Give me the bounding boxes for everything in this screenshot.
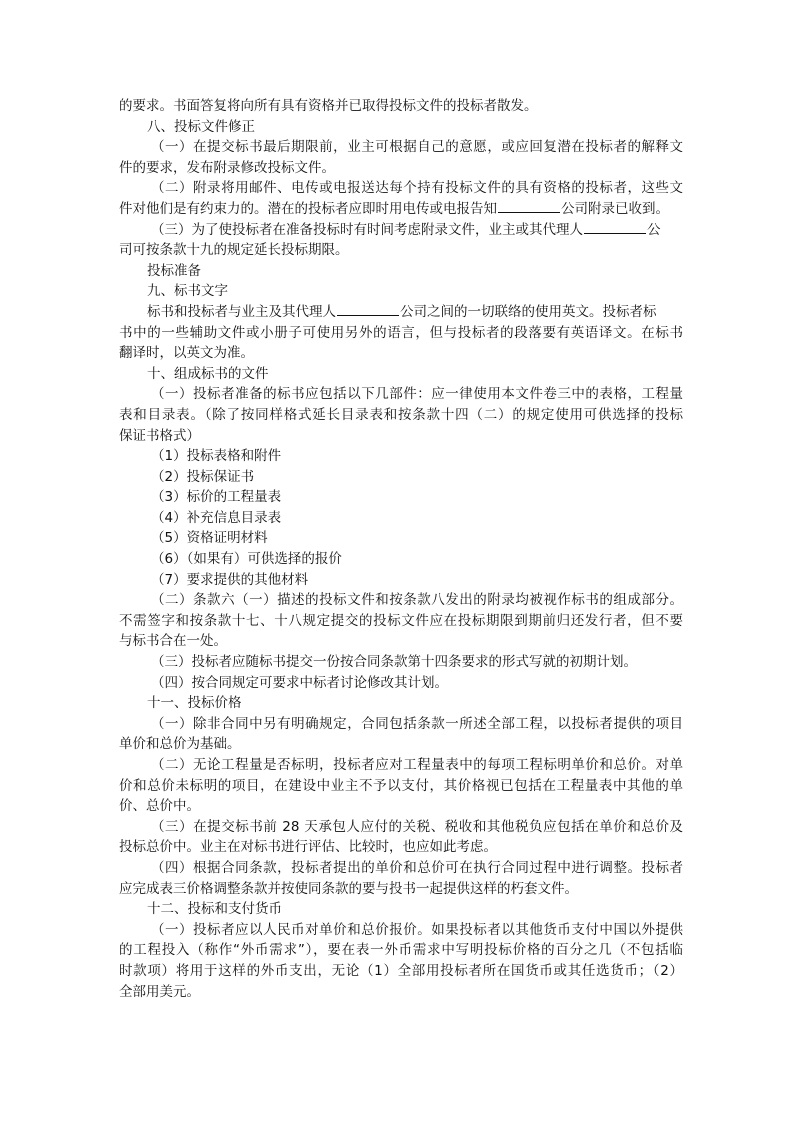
paragraph-line: 司可按条款十九的规定延长投标期限。 xyxy=(119,242,349,259)
paragraph-line: 全部用美元。 xyxy=(119,983,200,1000)
paragraph-line: （三）在提交标书前 28 天承包人应付的关税、税收和其他税负应包括在单价和总价及 xyxy=(151,818,683,835)
paragraph-line: （二）附录将用邮件、电传或电报送达每个持有投标文件的具有资格的投标者，这些文 xyxy=(151,180,683,197)
text-span: （三）为了使投标者在准备投标时有时间考虑附录文件，业主或其代理人 xyxy=(151,221,583,238)
paragraph-line xyxy=(119,220,683,241)
paragraph-line: （一）在提交标书最后期限前，业主可根据自己的意愿，或应回复潜在投标者的解释文 xyxy=(151,139,683,156)
list-item: （7）要求提供的其他材料 xyxy=(151,571,309,588)
list-item: （3）标价的工程量表 xyxy=(151,489,282,506)
text-span: 标书和投标者与业主及其代理人 xyxy=(147,303,336,320)
section-heading-12: 十二、投标和支付货币 xyxy=(147,901,282,918)
paragraph-line: （二）条款六（一）描述的投标文件和按条款八发出的附录均被视作标书的组成部分。 xyxy=(151,592,683,609)
paragraph-line: 单价和总价为基础。 xyxy=(119,736,241,753)
paragraph-line: 件的要求，发布附录修改投标文件。 xyxy=(119,159,335,176)
paragraph-line: 书中的一些辅助文件或小册子可使用另外的语言，但与投标者的段落要有英语译文。在标书 xyxy=(119,324,683,341)
text-span: 公司附录已收到。 xyxy=(561,200,669,217)
paragraph-line: 保证书格式） xyxy=(119,427,200,444)
text-span: 件对他们是有约束力的。潜在的投标者应即时用电传或电报告知 xyxy=(119,200,497,217)
paragraph-line xyxy=(119,199,683,220)
section-title-prep: 投标准备 xyxy=(147,262,201,279)
fill-in-blank xyxy=(498,200,560,213)
section-heading-11: 十一、投标价格 xyxy=(147,695,242,712)
paragraph-line: 的要求。书面答复将向所有具有资格并已取得投标文件的投标者散发。 xyxy=(119,98,538,114)
paragraph-line: （一）投标者应以人民币对单价和总价报价。如果投标者以其他货币支付中国以外提供 xyxy=(151,921,683,938)
text-span: 公 xyxy=(647,221,661,238)
paragraph-line: （一）投标者准备的标书应包括以下几部件：应一律使用本文件卷三中的表格，工程量 xyxy=(151,386,683,403)
list-item: （6）（如果有）可供选择的报价 xyxy=(151,551,342,568)
paragraph-line: （三）投标者应随标书提交一份按合同条款第十四条要求的形式写就的初期计划。 xyxy=(151,654,637,671)
paragraph-line: （一）除非合同中另有明确规定，合同包括条款一所述全部工程，以投标者提供的项目 xyxy=(151,715,683,732)
paragraph-line: 价、总价中。 xyxy=(119,798,200,815)
paragraph-line: 表和目录表。（除了按同样格式延长目录表和按条款十四（二）的规定使用可供选择的投标 xyxy=(119,406,683,423)
paragraph-line: 不需签字和按条款十七、十八规定提交的投标文件应在投标期限到期前归还发行者，但不要 xyxy=(119,612,683,629)
paragraph-line xyxy=(119,302,683,323)
section-heading-10: 十、组成标书的文件 xyxy=(147,365,269,382)
fill-in-blank xyxy=(584,221,646,234)
paragraph-line: 时款项）将用于这样的外币支出，无论（1）全部用投标者所在国货币或其任选货币；（2） xyxy=(119,962,683,979)
document-page xyxy=(119,96,683,1002)
section-heading-9: 九、标书文字 xyxy=(147,283,228,300)
paragraph-line: （二）无论工程量是否标明，投标者应对工程量表中的每项工程标明单价和总价。对单 xyxy=(151,757,683,773)
paragraph-line: 的工程投入（称作“外币需求”），要在表一外币需求中写明投标价格的百分之几（不包括临 xyxy=(119,942,683,959)
list-item: （2）投标保证书 xyxy=(151,468,255,485)
list-item: （1）投标表格和附件 xyxy=(151,448,282,465)
list-item: （5）资格证明材料 xyxy=(151,530,268,547)
paragraph-line: 与标书合在一处。 xyxy=(119,633,227,650)
paragraph-line: （四）根据合同条款，投标者提出的单价和总价可在执行合同过程中进行调整。投标者 xyxy=(151,859,683,876)
paragraph-line: （四）按合同规定可要求中标者讨论修改其计划。 xyxy=(151,674,448,691)
paragraph-line: 翻译时，以英文为准。 xyxy=(119,345,254,362)
paragraph-line: 价和总价未标明的项目，在建设中业主不予以支付，其价格视已包括在工程量表中其他的单 xyxy=(119,777,683,794)
paragraph-line: 投标总价中。业主在对标书进行评估、比较时，也应如此考虑。 xyxy=(119,839,497,856)
fill-in-blank xyxy=(337,303,399,316)
text-span: 公司之间的一切联络的使用英文。投标者标 xyxy=(400,303,657,320)
section-heading-8: 八、投标文件修正 xyxy=(147,118,255,135)
paragraph-line: 应完成表三价格调整条款并按使同条款的要与投书一起提供这样的朽套文件。 xyxy=(119,880,578,897)
list-item: （4）补充信息目录表 xyxy=(151,509,282,526)
